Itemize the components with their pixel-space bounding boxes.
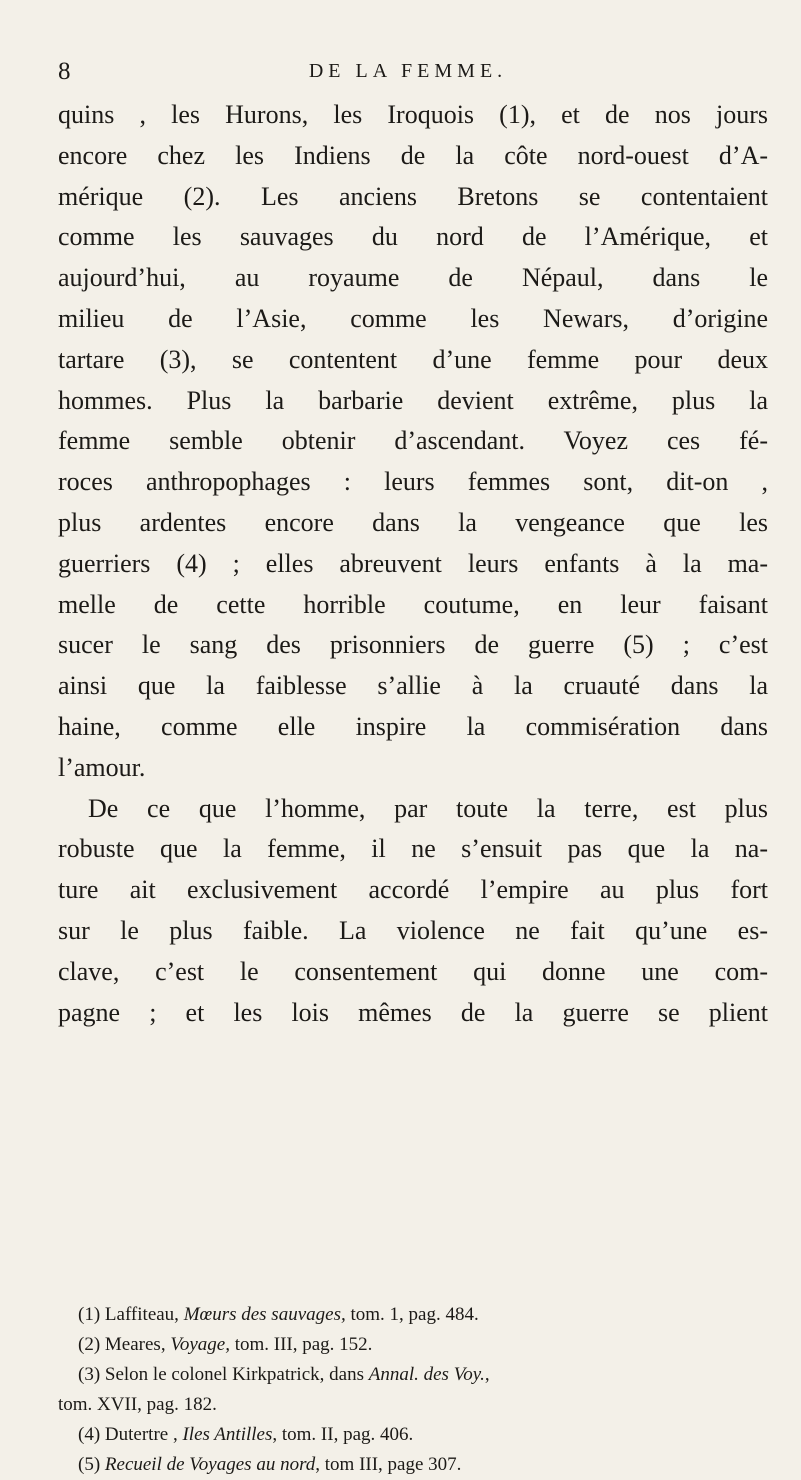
footnote-text: Selon le colonel Kirkpatrick, dans: [104, 1364, 364, 1385]
text-line: plus ardentes encore dans la vengeance que les: [58, 507, 768, 537]
footnote: [58, 1300, 768, 1330]
footnote-text: Meares,: [104, 1334, 166, 1355]
footnote: [58, 1330, 768, 1360]
text-line: encore chez les Indiens de la côte nord-ouest d’A-: [58, 140, 768, 170]
footnote-marker: (5): [78, 1454, 101, 1475]
footnote-title: Recueil de Voyages au nord: [104, 1454, 316, 1475]
text-line: robuste que la femme, il ne s’ensuit pas que la na-: [58, 834, 768, 864]
footnote-title: Iles Antilles: [182, 1424, 273, 1445]
running-title: DE LA FEMME.: [308, 60, 508, 82]
text-line: haine, comme elle inspire la commisération dans: [58, 711, 768, 741]
text-line: De ce que l’homme, par toute la terre, est plus: [88, 793, 768, 823]
footnote-marker: (3): [78, 1364, 101, 1385]
footnote-title: Mœurs des sauvages,: [183, 1304, 346, 1325]
text-line: hommes. Plus la barbarie devient extrême, plus la: [58, 385, 768, 415]
footnotes: [58, 1300, 768, 1480]
text-line: ture ait exclusivement accordé l’empire au plus fort: [58, 875, 768, 905]
footnote-text: , tom. II, pag. 406.: [272, 1424, 414, 1445]
footnote-text: tom. III, pag. 152.: [234, 1334, 373, 1355]
text-line: aujourd’hui, au royaume de Népaul, dans le: [58, 263, 768, 293]
text-line: l’amour.: [58, 752, 146, 782]
text-line: clave, c’est le consentement qui donne une com-: [58, 956, 768, 986]
footnote-text: tom. XVII, pag. 182.: [58, 1394, 217, 1415]
body-text: [58, 95, 768, 1033]
text-line: milieu de l’Asie, comme les Newars, d’origine: [58, 303, 768, 333]
footnote-marker: (4): [78, 1424, 101, 1445]
text-line: sucer le sang des prisonniers de guerre (5) ; c’est: [58, 630, 768, 660]
footnote: [58, 1420, 768, 1450]
footnote-title: Voyage,: [170, 1334, 230, 1355]
footnote-text: Laffiteau,: [104, 1304, 179, 1325]
text-line: ainsi que la faiblesse s’allie à la cruauté dans la: [58, 671, 768, 701]
text-line: comme les sauvages du nord de l’Amérique, et: [58, 222, 768, 252]
footnote-marker: (1): [78, 1304, 101, 1325]
text-line: guerriers (4) ; elles abreuvent leurs enfants à la ma-: [58, 548, 768, 578]
text-line: pagne ; et les lois mêmes de la guerre se plient: [58, 997, 768, 1027]
text-line: quins , les Hurons, les Iroquois (1), et de nos jours: [58, 100, 768, 129]
footnote-text: ,: [484, 1364, 490, 1385]
footnote-continuation: [58, 1390, 768, 1420]
footnote-text: Dutertre ,: [104, 1424, 178, 1445]
text-line: roces anthropophages : leurs femmes sont, dit-on ,: [58, 467, 768, 497]
text-line: tartare (3), se contentent d’une femme pour deux: [58, 344, 768, 374]
page-number: 8: [58, 58, 71, 85]
text-line: sur le plus faible. La violence ne fait qu’une es-: [58, 915, 768, 945]
footnote-text: tom. 1, pag. 484.: [350, 1304, 479, 1325]
footnote: [58, 1450, 768, 1480]
footnote: [58, 1360, 768, 1390]
footnote-text: , tom III, page 307.: [315, 1454, 462, 1475]
text-line: melle de cette horrible coutume, en leur faisant: [58, 589, 768, 619]
text-line: femme semble obtenir d’ascendant. Voyez ces fé-: [58, 426, 768, 456]
footnote-title: Annal. des Voy.: [368, 1364, 485, 1385]
page-header: [58, 58, 758, 88]
footnote-marker: (2): [78, 1334, 101, 1355]
text-line: mérique (2). Les anciens Bretons se contentaient: [58, 181, 768, 211]
